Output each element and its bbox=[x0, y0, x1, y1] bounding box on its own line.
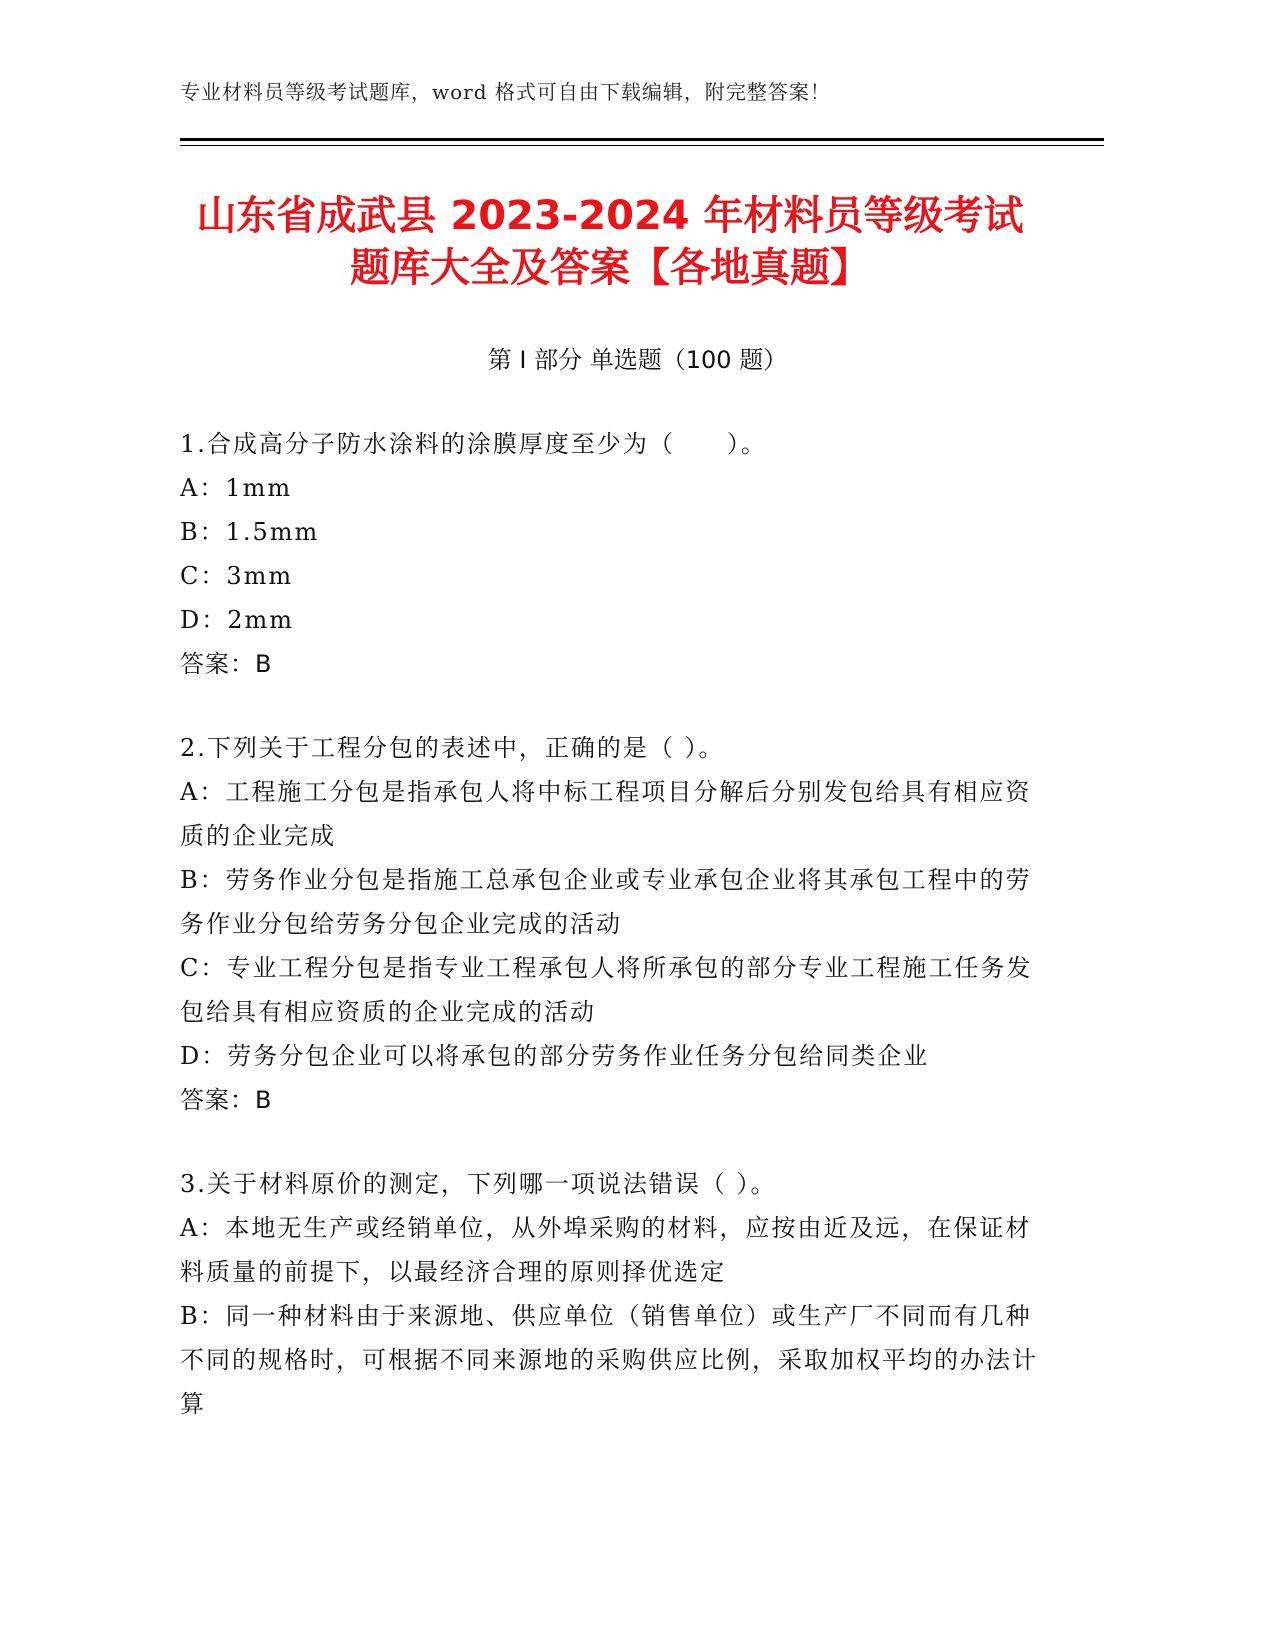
question-stem: 1.合成高分子防水涂料的涂膜厚度至少为（ ）。 bbox=[180, 430, 767, 458]
document-title bbox=[170, 190, 1050, 294]
question-1 bbox=[180, 422, 1040, 686]
answer-text: 答案：B bbox=[180, 1086, 273, 1114]
header-rule-thick bbox=[180, 138, 1104, 141]
answer-text: 答案：B bbox=[180, 650, 273, 678]
title-line-2: 题库大全及答案【各地真题】 bbox=[350, 245, 870, 291]
option-b: B：1.5mm bbox=[180, 518, 320, 546]
option-c: C：3mm bbox=[180, 562, 294, 590]
question-stem: 3.关于材料原价的测定，下列哪一项说法错误（ ）。 bbox=[180, 1170, 777, 1198]
question-2 bbox=[180, 726, 1040, 1122]
option-b: B：同一种材料由于来源地、供应单位（销售单位）或生产厂不同而有几种不同的规格时，可根据不同来源地的采购供应比例，采取加权平均的办法计算 bbox=[180, 1302, 1038, 1418]
option-a: A：1mm bbox=[180, 474, 293, 502]
option-c: C：专业工程分包是指专业工程承包人将所承包的部分专业工程施工任务发包给具有相应资质的企业完成的活动 bbox=[180, 954, 1033, 1026]
question-stem: 2.下列关于工程分包的表述中，正确的是（ ）。 bbox=[180, 734, 725, 762]
option-d: D：劳务分包企业可以将承包的部分劳务作业任务分包给同类企业 bbox=[180, 1042, 930, 1070]
header-note: 专业材料员等级考试题库，word 格式可自由下载编辑，附完整答案！ bbox=[180, 80, 831, 104]
title-line-1: 山东省成武县 2023-2024 年材料员等级考试 bbox=[196, 193, 1024, 239]
option-a: A：本地无生产或经销单位，从外埠采购的材料，应按由近及远，在保证材料质量的前提下，以最经济合理的原则择优选定 bbox=[180, 1214, 1032, 1286]
header-rule-thin bbox=[180, 145, 1104, 146]
section-title: 第 I 部分 单选题（100 题） bbox=[487, 346, 788, 374]
question-list bbox=[180, 422, 1040, 1466]
question-3 bbox=[180, 1162, 1040, 1426]
option-a: A：工程施工分包是指承包人将中标工程项目分解后分别发包给具有相应资质的企业完成 bbox=[180, 778, 1032, 850]
option-d: D：2mm bbox=[180, 606, 295, 634]
option-b: B：劳务作业分包是指施工总承包企业或专业承包企业将其承包工程中的劳务作业分包给劳务分包企业完成的活动 bbox=[180, 866, 1032, 938]
